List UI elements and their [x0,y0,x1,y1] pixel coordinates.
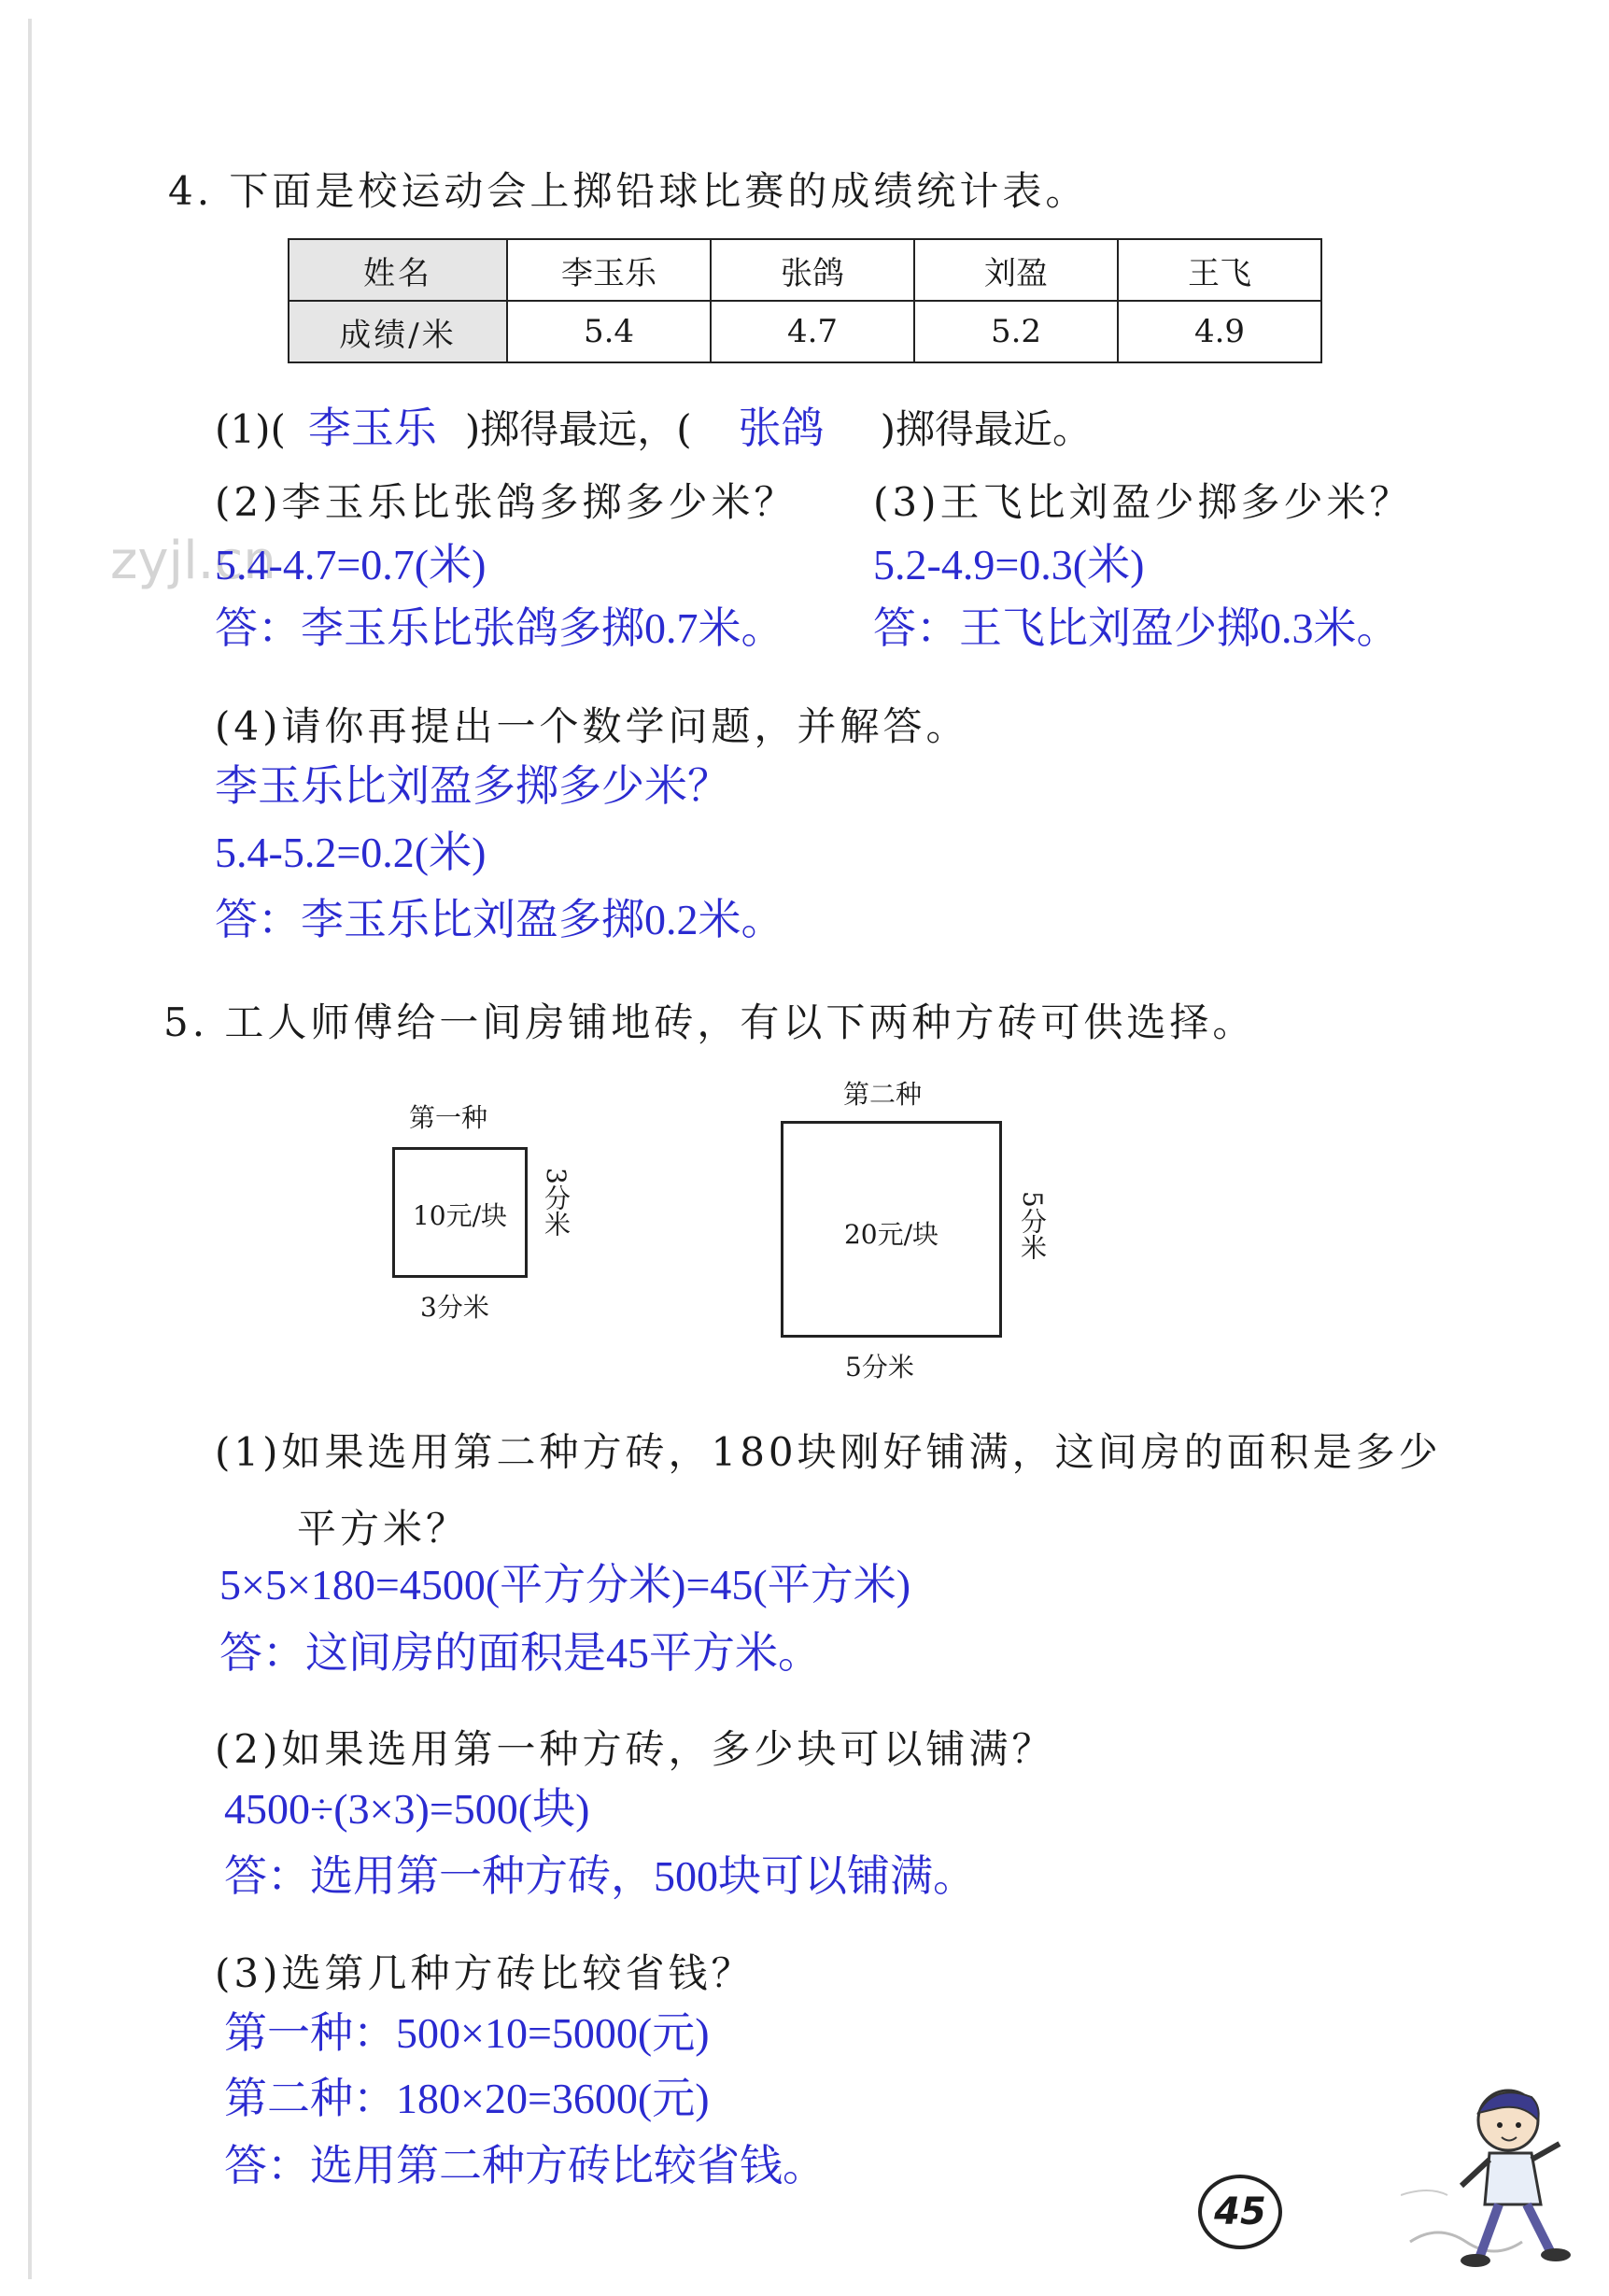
table-row-label: 成绩/米 [289,301,507,362]
table-row [289,301,1321,362]
score-table [288,238,1322,363]
table-name-cell: 王飞 [1118,239,1321,301]
q5-p1-answer: 答：这间房的面积是45平方米。 [219,1629,821,1677]
page-number: 45 [1198,2175,1282,2249]
q4-p4-answer: 答：李玉乐比刘盈多掷0.2米。 [215,896,784,943]
tile1-price: 10元/块 [412,1200,508,1231]
q5-p2-equation: 4500÷(3×3)=500(块) [224,1785,590,1833]
q4-p4-equation: 5.4-5.2=0.2(米) [215,829,487,876]
table-score-cell: 4.7 [711,301,914,362]
q4-p4-problem: 李玉乐比刘盈多掷多少米？ [215,762,730,810]
table-name-cell: 张鸽 [711,239,914,301]
tile1-side-length: 3分米 [541,1168,572,1237]
q4-p1-suffix: )掷得最近。 [880,406,1093,452]
table-name-cell: 刘盈 [914,239,1118,301]
tile2-bottom-length: 5分米 [845,1352,914,1382]
tile1-bottom-length: 3分米 [420,1292,489,1323]
q4-p1-answer1: 李玉乐 [307,403,437,453]
q4-p3-answer: 答：王飞比刘盈少掷0.3米。 [873,604,1400,652]
q4-p3-question: (3)王飞比刘盈少掷多少米？ [873,479,1413,525]
table-name-cell: 李玉乐 [507,239,711,301]
q5-p2-answer: 答：选用第一种方砖，500块可以铺满。 [224,1852,976,1900]
tile2-label: 第二种 [843,1079,923,1110]
q5-p3-answer: 答：选用第二种方砖比较省钱。 [224,2142,826,2190]
table-header-label: 姓名 [289,239,507,301]
q4-p1 [215,394,1092,456]
q4-p1-middle: )掷得最远，( [464,406,692,452]
q4-p1-answer2: 张鸽 [738,403,825,453]
q5-p3-line2: 第二种：180×20=3600(元) [224,2075,710,2122]
q4-p2-question: (2)李玉乐比张鸽多掷多少米？ [215,479,797,525]
q4-p2-equation: 5.4-4.7=0.7(米) [215,541,487,588]
q5-p2-question: (2)如果选用第一种方砖，多少块可以铺满？ [215,1726,1055,1772]
table-score-cell: 5.4 [507,301,711,362]
tile1-label: 第一种 [409,1102,488,1133]
page-binding-line [28,19,32,2279]
table-score-cell: 5.2 [914,301,1118,362]
table-row [289,239,1321,301]
q4-p2-answer: 答：李玉乐比张鸽多掷0.7米。 [215,604,784,652]
tile2-side-length: 5分米 [1017,1191,1048,1260]
q5-title: 5. 工人师傅给一间房铺地砖，有以下两种方砖可供选择。 [163,999,1256,1045]
q4-title: 4. 下面是校运动会上掷铅球比赛的成绩统计表。 [168,168,1089,214]
table-score-cell: 4.9 [1118,301,1321,362]
q5-p3-question: (3)选第几种方砖比较省钱？ [215,1950,755,1996]
q5-p3-line1: 第一种：500×10=5000(元) [224,2009,710,2057]
tile2-price: 20元/块 [843,1219,939,1250]
q4-p3-equation: 5.2-4.9=0.3(米) [873,541,1145,588]
watermark: zyjl.cn [110,531,276,591]
q5-p1-question-line1: (1)如果选用第二种方砖，180块刚好铺满，这间房的面积是多少 [215,1429,1442,1475]
running-boy-illustration [1401,2055,1588,2279]
q5-p1-question-line2: 平方米？ [297,1506,470,1552]
q4-p4-question: (4)请你再提出一个数学问题，并解答。 [215,703,969,749]
q5-p1-equation: 5×5×180=4500(平方分米)=45(平方米) [219,1561,911,1609]
q4-p1-prefix: (1)( [215,406,286,452]
